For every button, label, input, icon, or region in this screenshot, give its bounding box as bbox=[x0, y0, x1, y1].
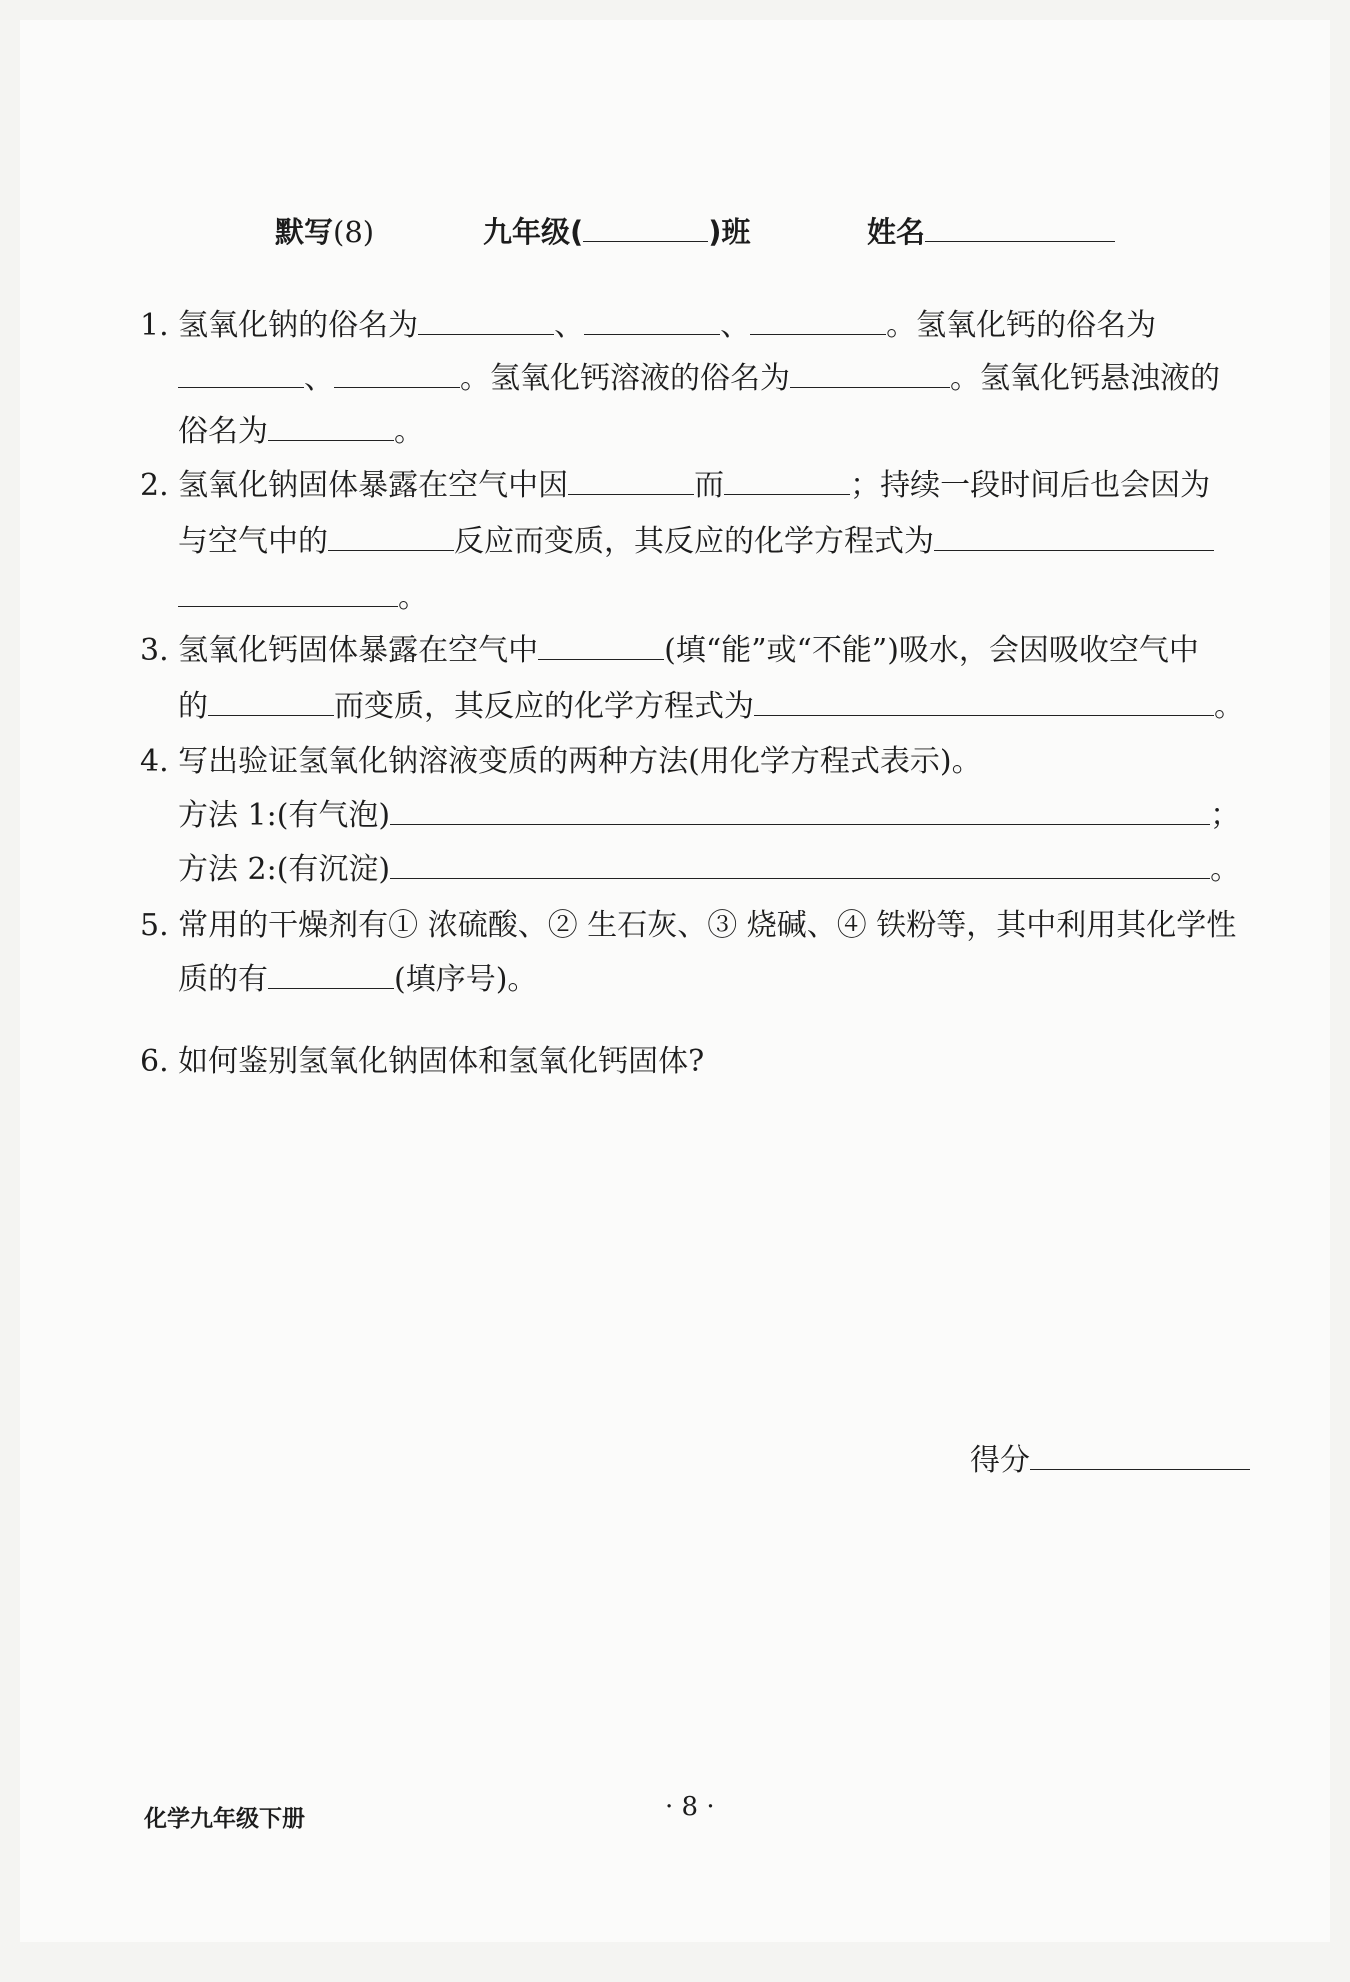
method-1-equation-blank[interactable] bbox=[390, 794, 1210, 825]
q2-equation-blank[interactable] bbox=[934, 520, 1214, 551]
name-blank[interactable] bbox=[925, 211, 1115, 242]
q2-blank-3[interactable] bbox=[328, 520, 454, 551]
q2-blank-2[interactable] bbox=[724, 464, 850, 495]
class-field: 九年级( )班 bbox=[483, 210, 751, 254]
page-number: · 8 · bbox=[665, 1792, 715, 1822]
q1-blank-5[interactable] bbox=[334, 357, 460, 388]
q1-blank-7[interactable] bbox=[268, 410, 394, 441]
title: 默写(8) bbox=[275, 215, 375, 249]
q3-blank-2[interactable] bbox=[208, 685, 334, 716]
q1-blank-4[interactable] bbox=[178, 357, 304, 388]
book-title: 化学九年级下册 bbox=[144, 1806, 305, 1832]
q3-blank-1[interactable] bbox=[538, 629, 664, 660]
q1-blank-2[interactable] bbox=[584, 304, 720, 335]
q1-blank-1[interactable] bbox=[418, 304, 554, 335]
q1-blank-3[interactable] bbox=[750, 304, 886, 335]
q2-blank-1[interactable] bbox=[568, 464, 694, 495]
q3-equation-blank[interactable] bbox=[754, 685, 1214, 716]
worksheet-page: 默写(8) 九年级( )班 姓名 1. 氢氧化钠的俗名为 、 、 。氢氧化钙的俗名为 、 。氢氧化钙溶液的俗名为 。氢氧化钙悬浊液的 俗名为 。 2. 氢氧化钠固体暴露在空气中因 而 ；持续一段时间后也会因为 与空气中的 反应而变质，其反应的化学方程式为 。 3. 氢氧化钙固体暴露在空气中 (填“能”或“不能”)吸水，会因吸收空气中 的 而变质，其反应的化学方程式为 。 4. 写出验证氢氧化钠溶液变质的两种方法(用化学方程式表示)。 方法 1:(有气泡) ； 方法 2:(有沉淀) 。 5. 常用的干燥剂有① 浓硫酸、② 生石灰、③ 烧碱、④ 铁粉等，其中利用其化学性 质的有 (填序号)。 6. 如何鉴别氢氧化钠固体和氢氧化钙固体? 得分 化学九年级下册 · 8 · bbox=[20, 20, 1330, 1942]
method-2-equation-blank[interactable] bbox=[390, 848, 1210, 879]
score-blank[interactable] bbox=[1030, 1439, 1250, 1470]
class-blank[interactable] bbox=[583, 211, 708, 242]
q5-blank[interactable] bbox=[268, 958, 394, 989]
name-field: 姓名 bbox=[867, 210, 1115, 254]
q2-equation-blank-cont[interactable] bbox=[178, 576, 398, 607]
q1-blank-6[interactable] bbox=[790, 357, 950, 388]
score-field: 得分 bbox=[970, 1435, 1250, 1479]
